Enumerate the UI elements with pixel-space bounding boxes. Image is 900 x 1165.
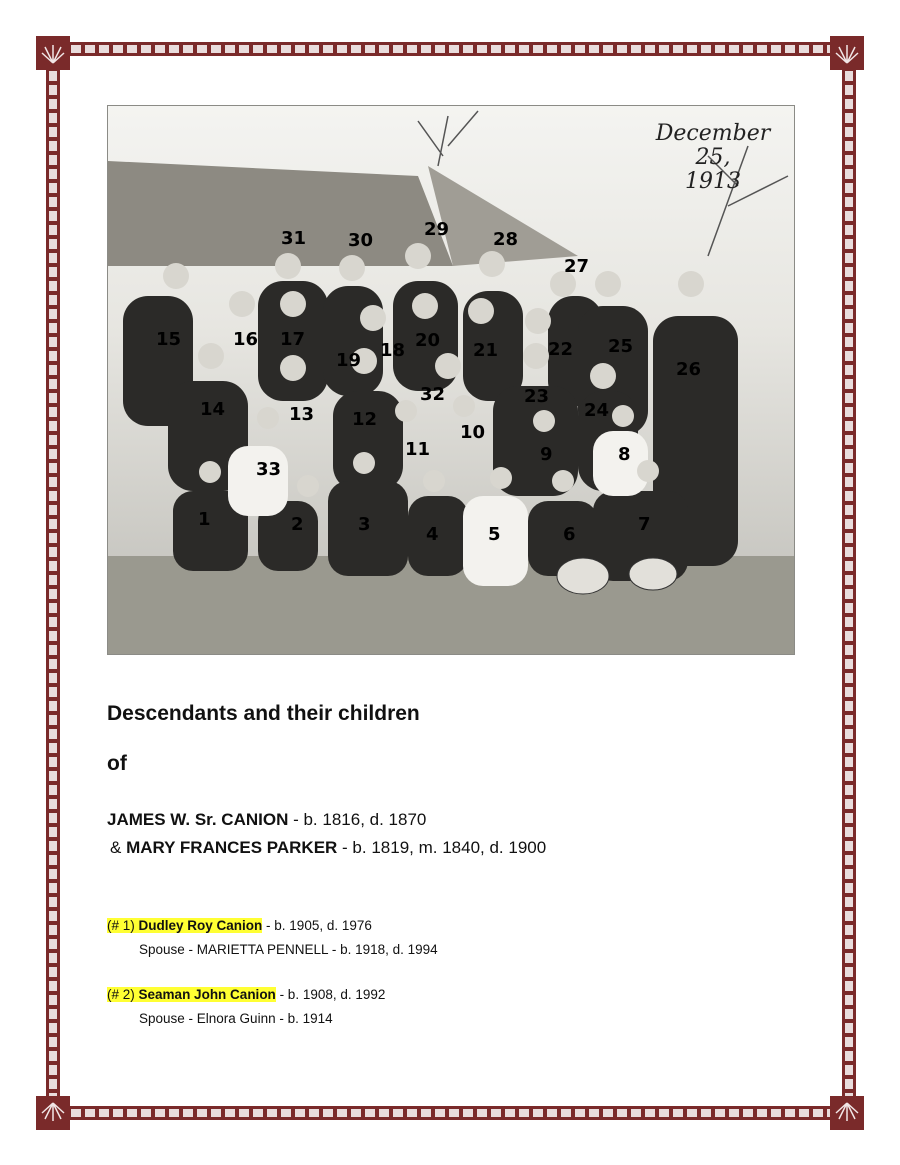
descendant-name: Seaman John Canion <box>138 987 276 1002</box>
person-number: 28 <box>493 229 519 250</box>
person-number: 24 <box>584 400 610 421</box>
page-title: Descendants and their children <box>107 702 420 725</box>
ancestor-details: - b. 1816, d. 1870 <box>288 810 427 829</box>
person-number: 33 <box>256 459 282 480</box>
descendant-details: - b. 1908, d. 1992 <box>275 987 386 1002</box>
descendant-highlight <box>107 918 262 933</box>
person-number: 19 <box>336 350 362 371</box>
photo-date-line2: 1913 <box>685 169 741 194</box>
ancestor-prefix: & <box>110 838 127 857</box>
descendant-entry <box>107 987 385 1002</box>
person-number: 7 <box>638 514 651 535</box>
corner-ornament-icon <box>830 1096 864 1130</box>
person-number: 29 <box>424 219 450 240</box>
person-number: 6 <box>563 524 576 545</box>
border-right <box>842 42 856 1120</box>
person-number: 10 <box>460 422 486 443</box>
person-number: 9 <box>540 444 553 465</box>
person-number: 15 <box>156 329 182 350</box>
person-number: 31 <box>281 228 307 249</box>
corner-ornament-icon <box>830 36 864 70</box>
descendant-name: Dudley Roy Canion <box>138 918 263 933</box>
ancestor-line <box>110 838 546 858</box>
person-number: 8 <box>618 444 631 465</box>
person-number: 26 <box>676 359 702 380</box>
family-photograph <box>107 105 795 655</box>
person-number: 25 <box>608 336 634 357</box>
descendant-highlight <box>107 987 276 1002</box>
person-number: 11 <box>405 439 431 460</box>
descendant-details: - b. 1905, d. 1976 <box>262 918 372 933</box>
descendant-number: (# 1) <box>107 918 135 933</box>
person-number: 2 <box>291 514 304 535</box>
page-subtitle-of: of <box>107 752 127 775</box>
ancestor-line <box>107 810 426 830</box>
person-number: 1 <box>198 509 211 530</box>
descendant-entry <box>107 918 372 933</box>
person-number: 5 <box>488 524 501 545</box>
person-number: 27 <box>564 256 590 277</box>
spouse-line: Spouse - Elnora Guinn - b. 1914 <box>139 1011 333 1026</box>
photo-date-annotation <box>638 122 788 194</box>
person-number: 12 <box>352 409 378 430</box>
ancestor-details: - b. 1819, m. 1840, d. 1900 <box>337 838 547 857</box>
corner-ornament-icon <box>36 36 70 70</box>
person-number: 20 <box>415 330 441 351</box>
person-number: 16 <box>233 329 259 350</box>
ancestor-name: JAMES W. Sr. CANION <box>107 810 289 829</box>
person-number: 4 <box>426 524 439 545</box>
person-number: 21 <box>473 340 499 361</box>
corner-ornament-icon <box>36 1096 70 1130</box>
person-number: 14 <box>200 399 226 420</box>
border-left <box>46 42 60 1120</box>
spouse-line: Spouse - MARIETTA PENNELL - b. 1918, d. 1994 <box>139 942 438 957</box>
person-number: 13 <box>289 404 315 425</box>
ancestor-name: MARY FRANCES PARKER <box>126 838 338 857</box>
person-number: 18 <box>380 340 406 361</box>
photo-date-line1: December 25, <box>655 121 771 170</box>
person-number: 3 <box>358 514 371 535</box>
person-number: 22 <box>548 339 574 360</box>
descendant-number: (# 2) <box>107 987 135 1002</box>
person-number: 17 <box>280 329 306 350</box>
person-number: 30 <box>348 230 374 251</box>
person-number: 23 <box>524 386 550 407</box>
person-number: 32 <box>420 384 446 405</box>
border-top <box>40 42 860 56</box>
border-bottom <box>40 1106 860 1120</box>
